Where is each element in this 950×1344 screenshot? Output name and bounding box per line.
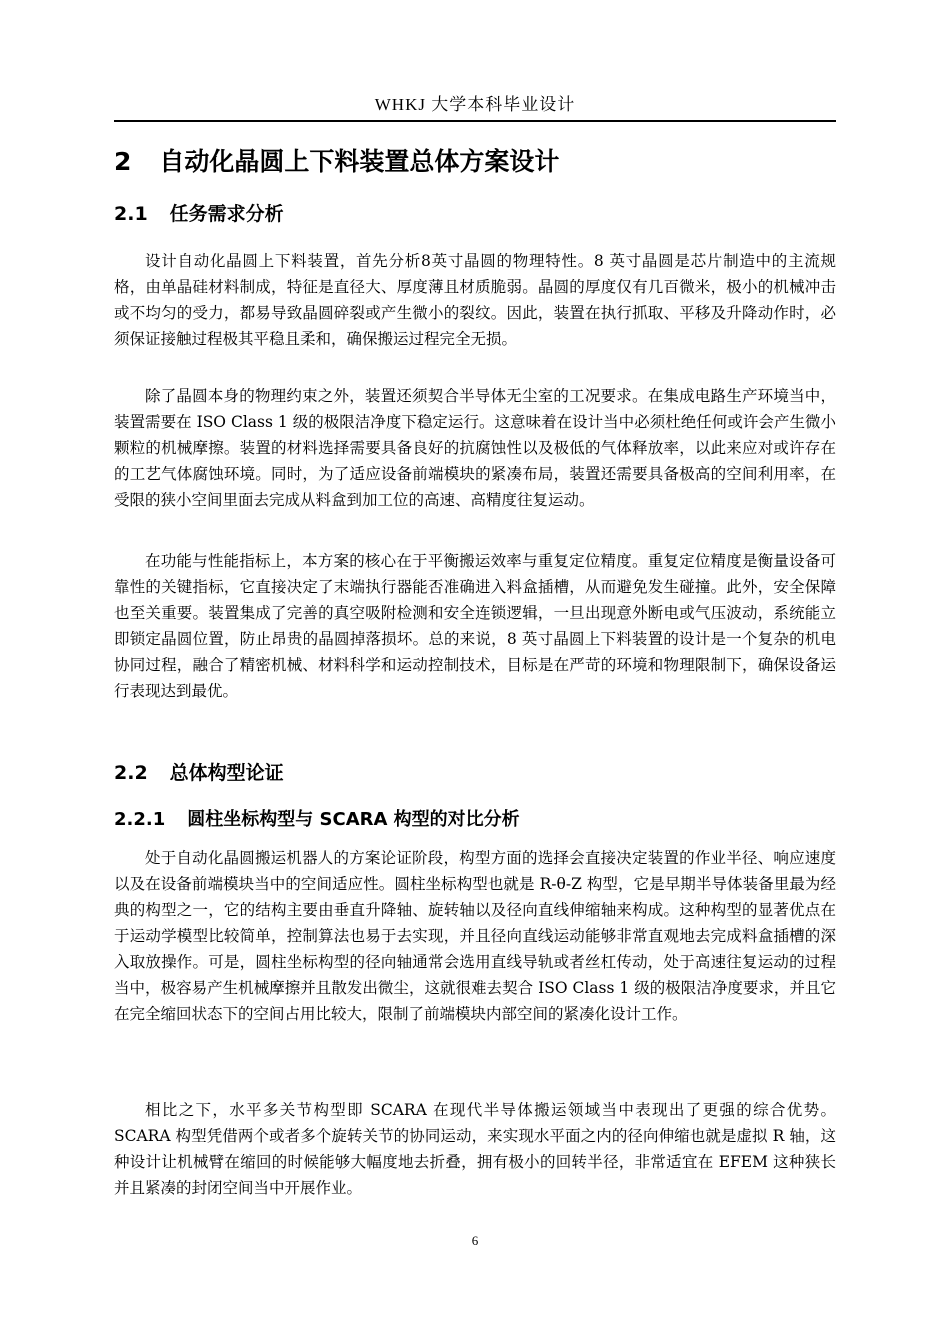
paragraph: 处于自动化晶圆搬运机器人的方案论证阶段，构型方面的选择会直接决定装置的作业半径、响应速度以及在设备前端模块当中的空间适应性。圆柱坐标构型也就是 R-θ-Z 构型，它是早期半导体装备里最为经典的构型之一，它的结构主要由垂直升降轴、旋转轴以及径向直线伸缩轴来构成。这种构型的显著优点在于运动学模型比较简单，控制算法也易于去实现，并且径向直线运动能够非常直观地去完成料盒插槽的深入取放操作。可是，圆柱坐标构型的径向轴通常会选用直线导轨或者丝杠传动，处于高速往复运动的过程当中，极容易产生机械摩擦并且散发出微尘，这就很难去契合 ISO Class 1 级的极限洁净度要求，并且它在完全缩回状态下的空间占用比较大，限制了前端模块内部空间的紧凑化设计工作。 xyxy=(114,849,836,1023)
paragraph: 相比之下，水平多关节构型即 SCARA 在现代半导体搬运领域当中表现出了更强的综合优势。SCARA 构型凭借两个或者多个旋转关节的协同运动，来实现水平面之内的径向伸缩也就是虚拟 R 轴，这种设计让机械臂在缩回的时候能够大幅度地去折叠，拥有极小的回转半径，非常适宜在 EFEM 这种狭长并且紧凑的封闭空间当中开展作业。 xyxy=(114,1101,836,1197)
page-number: 6 xyxy=(471,1233,479,1248)
subsection-number: 2.2.1 xyxy=(114,809,166,830)
chapter-title: 自动化晶圆上下料装置总体方案设计 xyxy=(159,147,560,176)
paragraph: 除了晶圆本身的物理约束之外，装置还须契合半导体无尘室的工况要求。在集成电路生产环境当中，装置需要在 ISO Class 1 级的极限洁净度下稳定运行。这意味着在设计当中必须杜绝任何或许会产生微小颗粒的机械摩擦。装置的材料选择需要具备良好的抗腐蚀性以及极低的气体释放率，以此来应对或许存在的工艺气体腐蚀环境。同时，为了适应设备前端模块的紧凑布局，装置还需要具备极高的空间利用率，在受限的狭小空间里面去完成从料盒到加工位的高速、高精度往复运动。 xyxy=(114,387,836,509)
section-number: 2.1 xyxy=(114,203,148,225)
chapter-number: 2 xyxy=(114,147,132,176)
paragraph: 设计自动化晶圆上下料装置，首先分析8英寸晶圆的物理特性。8 英寸晶圆是芯片制造中的主流规格，由单晶硅材料制成，特征是直径大、厚度薄且材质脆弱。晶圆的厚度仅有几百微米，极小的机械冲击或不均匀的受力，都易导致晶圆碎裂或产生微小的裂纹。因此，装置在执行抓取、平移及升降动作时，必须保证接触过程极其平稳且柔和，确保搬运过程完全无损。 xyxy=(114,252,836,348)
header-rule xyxy=(114,120,836,122)
paragraph: 在功能与性能指标上，本方案的核心在于平衡搬运效率与重复定位精度。重复定位精度是衡量设备可靠性的关键指标，它直接决定了末端执行器能否准确进入料盒插槽，从而避免发生碰撞。此外，安全保障也至关重要。装置集成了完善的真空吸附检测和安全连锁逻辑，一旦出现意外断电或气压波动，系统能立即锁定晶圆位置，防止昂贵的晶圆掉落损坏。总的来说，8 英寸晶圆上下料装置的设计是一个复杂的机电协同过程，融合了精密机械、材料科学和运动控制技术，目标是在严苛的环境和物理限制下，确保设备运行表现达到最优。 xyxy=(114,552,836,700)
section-title: 总体构型论证 xyxy=(169,762,284,784)
section-heading-2-2 xyxy=(114,759,836,787)
section-heading-2-1 xyxy=(114,200,836,228)
section-number: 2.2 xyxy=(114,762,148,784)
running-header: WHKJ 大学本科毕业设计 xyxy=(374,95,576,114)
subsection-heading-2-2-1 xyxy=(114,806,836,834)
section-title: 任务需求分析 xyxy=(169,203,284,225)
chapter-heading xyxy=(114,144,836,180)
subsection-title: 圆柱坐标构型与 SCARA 构型的对比分析 xyxy=(187,809,520,830)
